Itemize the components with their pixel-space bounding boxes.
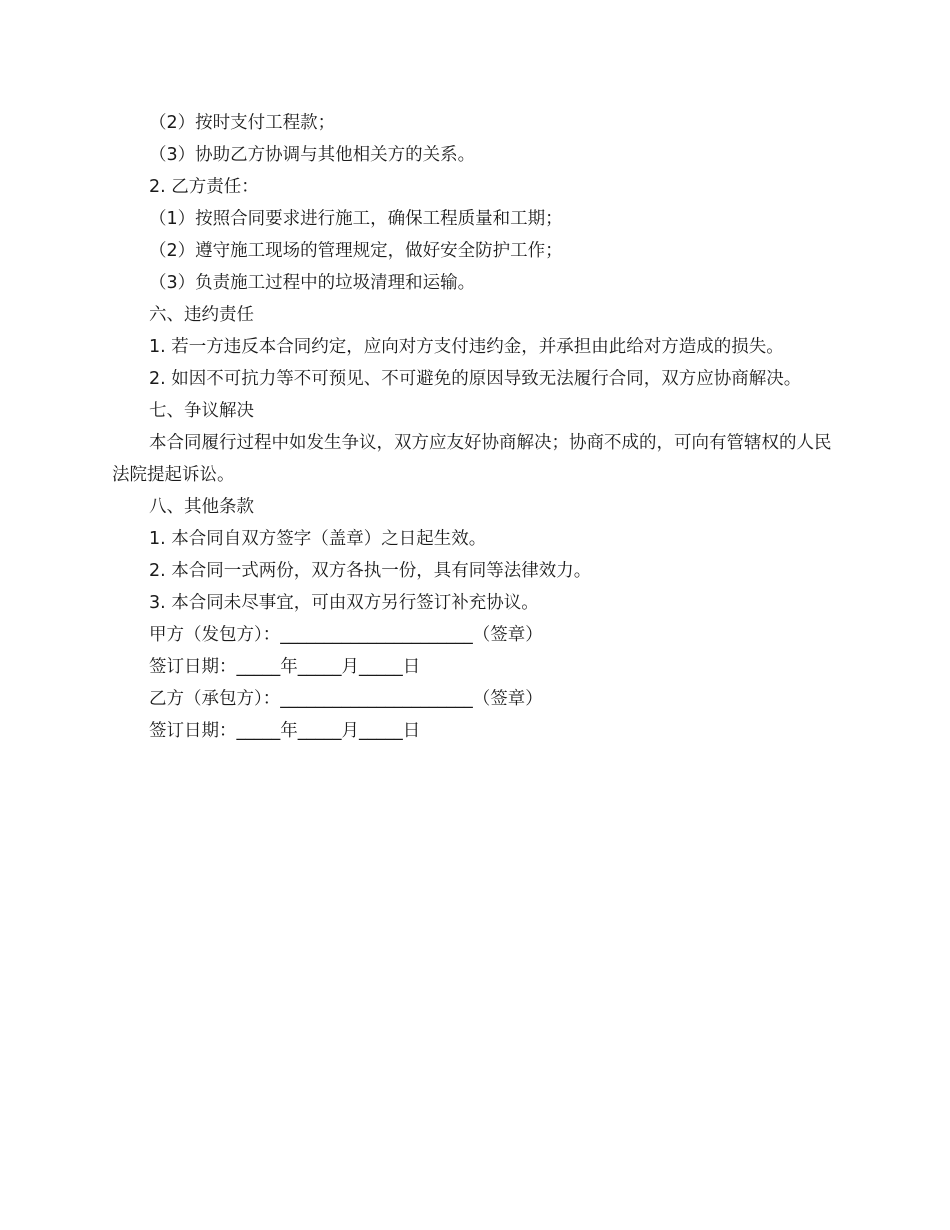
section-heading-other: 八、其他条款 bbox=[149, 497, 254, 517]
clause-breach-2: 2. 如因不可抗力等不可预见、不可避免的原因导致无法履行合同，双方应协商解决。 bbox=[149, 369, 802, 389]
clause-other-1: 1. 本合同自双方签字（盖章）之日起生效。 bbox=[149, 529, 487, 549]
signing-date-party-a: 签订日期：_____年_____月_____日 bbox=[149, 657, 421, 677]
signature-party-b: 乙方（承包方）：______________________（签章） bbox=[149, 689, 543, 709]
party-b-responsibility-heading: 2. 乙方责任： bbox=[149, 177, 259, 197]
clause-other-2: 2. 本合同一式两份，双方各执一份，具有同等法律效力。 bbox=[149, 561, 592, 581]
clause-breach-1: 1. 若一方违反本合同约定，应向对方支付违约金，并承担由此给对方造成的损失。 bbox=[149, 337, 784, 357]
clause-party-a-duty-2: （2）按时支付工程款； bbox=[149, 113, 336, 133]
clause-party-b-duty-2: （2）遵守施工现场的管理规定，做好安全防护工作； bbox=[149, 241, 563, 261]
clause-party-b-duty-3: （3）负责施工过程中的垃圾清理和运输。 bbox=[149, 273, 476, 293]
section-heading-dispute: 七、争议解决 bbox=[149, 401, 254, 421]
clause-party-a-duty-3: （3）协助乙方协调与其他相关方的关系。 bbox=[149, 145, 476, 165]
clause-dispute: 本合同履行过程中如发生争议，双方应友好协商解决；协商不成的，可向有管辖权的人民法院提起诉讼。 bbox=[112, 433, 832, 485]
section-heading-breach: 六、违约责任 bbox=[149, 305, 254, 325]
signature-party-a: 甲方（发包方）：______________________（签章） bbox=[149, 625, 543, 645]
clause-party-b-duty-1: （1）按照合同要求进行施工，确保工程质量和工期； bbox=[149, 209, 563, 229]
clause-other-3: 3. 本合同未尽事宜，可由双方另行签订补充协议。 bbox=[149, 593, 539, 613]
signing-date-party-b: 签订日期：_____年_____月_____日 bbox=[149, 721, 421, 741]
contract-page bbox=[112, 107, 842, 747]
